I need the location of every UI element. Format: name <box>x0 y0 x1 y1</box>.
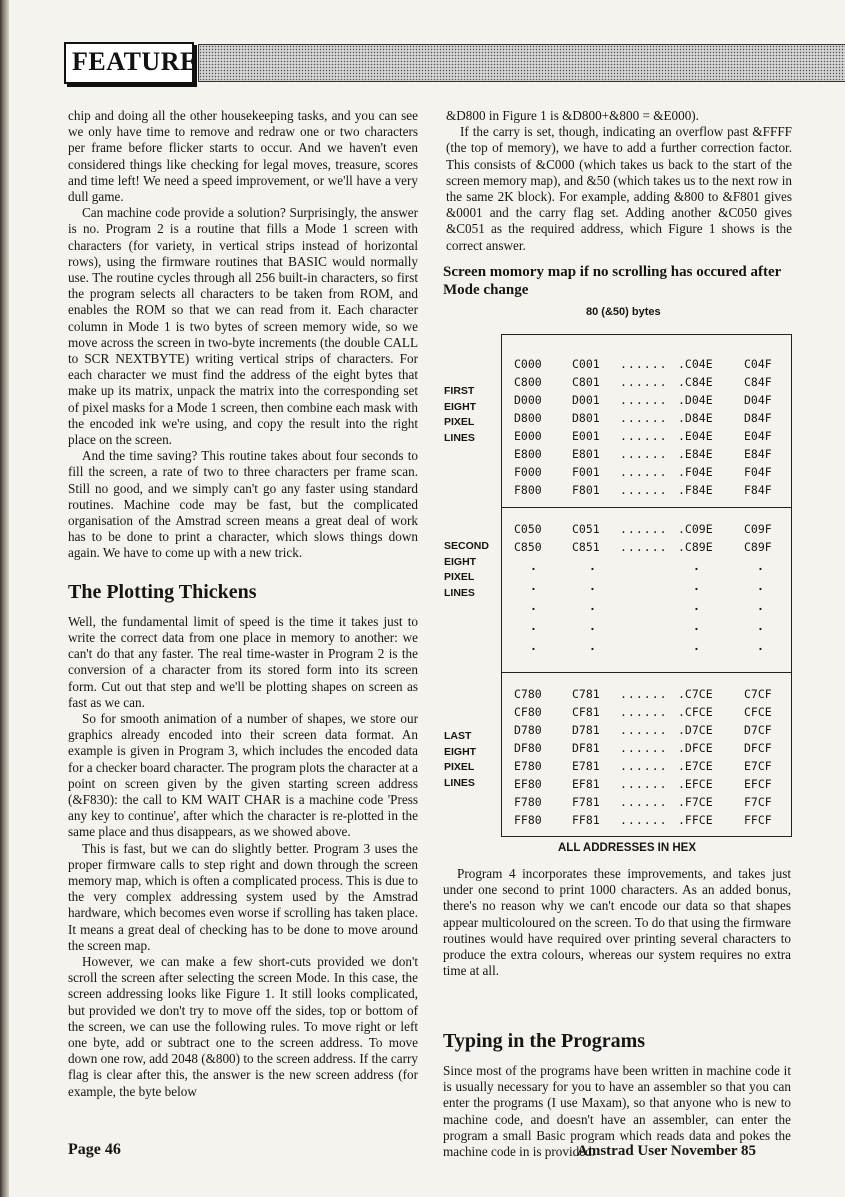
address-cell: ...... <box>620 795 668 809</box>
address-cell: .E04E <box>678 429 713 443</box>
memory-row <box>502 795 791 812</box>
address-cell: D781 <box>572 723 600 737</box>
address-cell: E84F <box>744 447 772 461</box>
group-label-line: PIXEL <box>444 761 475 773</box>
memory-row <box>502 540 791 557</box>
address-cell: .C7CE <box>678 687 713 701</box>
address-cell: D801 <box>572 411 600 425</box>
continuation-dots: · · · · <box>530 562 764 576</box>
address-cell: ...... <box>620 393 668 407</box>
address-cell: .D04E <box>678 393 713 407</box>
memory-row <box>502 687 791 704</box>
address-cell: DF80 <box>514 741 542 755</box>
memory-section-second <box>502 508 791 673</box>
address-cell: ...... <box>620 522 668 536</box>
address-cell: C850 <box>514 540 542 554</box>
address-cell: .DFCE <box>678 741 713 755</box>
address-cell: ...... <box>620 723 668 737</box>
paragraph: &D800 in Figure 1 is &D800+&800 = &E000). <box>446 108 699 123</box>
address-cell: F781 <box>572 795 600 809</box>
address-cell: D04F <box>744 393 772 407</box>
address-cell: .CFCE <box>678 705 713 719</box>
section-header <box>64 42 845 84</box>
group-label-line: FIRST <box>444 385 475 397</box>
memory-map-table <box>501 334 792 837</box>
address-cell: .D84E <box>678 411 713 425</box>
paragraph: So for smooth animation of a number of shapes, we store our graphics already encoded into their screen data format. An example is given in Program 3, which includes the encoded data for a checker board character. The program plots the character at a point on screen given by the given starting screen address (&F830): the call to KM WAIT CHAR is a machine code 'Press any key to continue', after which the character is re-plotted in the same place and thus disappears, as we showed above. <box>68 710 418 840</box>
address-cell: FFCF <box>744 813 772 827</box>
group-label-line: PIXEL <box>444 416 475 428</box>
address-cell: D84F <box>744 411 772 425</box>
address-cell: FF80 <box>514 813 542 827</box>
address-cell: C781 <box>572 687 600 701</box>
address-cell: C04F <box>744 357 772 371</box>
group-label-line: SECOND <box>444 540 489 552</box>
address-cell: C89F <box>744 540 772 554</box>
left-column <box>68 108 418 1100</box>
address-cell: E801 <box>572 447 600 461</box>
continuation-dots: · · · · <box>530 642 764 656</box>
paragraph: Program 4 incorporates these improvements, and takes just under one second to print 1000 characters. As an added bonus, there's no reason why we can't encode our data so that shapes appear multicoloured on the screen. To do that using the firmware routines would have required over printing several characters to produce the extra colours, whereas our system requires no extra time at all. <box>443 866 791 979</box>
address-cell: .C04E <box>678 357 713 371</box>
address-cell: ...... <box>620 741 668 755</box>
address-cell: C09F <box>744 522 772 536</box>
address-cell: E001 <box>572 429 600 443</box>
address-cell: ...... <box>620 375 668 389</box>
address-cell: EF81 <box>572 777 600 791</box>
binding-edge <box>0 0 9 1197</box>
memory-section-last <box>502 673 791 836</box>
memory-row <box>502 813 791 830</box>
continuation-dots: · · · · <box>530 582 764 596</box>
address-cell: C851 <box>572 540 600 554</box>
address-cell: C000 <box>514 357 542 371</box>
address-cell: D800 <box>514 411 542 425</box>
address-cell: .E84E <box>678 447 713 461</box>
address-cell: .F04E <box>678 465 713 479</box>
address-cell: ...... <box>620 483 668 497</box>
memory-row <box>502 447 791 464</box>
address-cell: .C89E <box>678 540 713 554</box>
address-cell: C780 <box>514 687 542 701</box>
address-cell: F001 <box>572 465 600 479</box>
address-cell: E000 <box>514 429 542 443</box>
address-cell: F780 <box>514 795 542 809</box>
paragraph: Since most of the programs have been written in machine code it is usually necessary for you to have an assembler so that you can enter the programs (I use Maxam), so that anyone who is new to machine code, and doesn't have an assembler, can enter the program a small Basic program which reads data and pokes the machine code in is provided. <box>443 1063 791 1160</box>
feature-label: FEATURE <box>72 47 198 76</box>
address-cell: ...... <box>620 759 668 773</box>
memory-section-first <box>502 335 791 508</box>
address-cell: .EFCE <box>678 777 713 791</box>
address-cell: ...... <box>620 540 668 554</box>
address-cell: D000 <box>514 393 542 407</box>
continuation-dots: · · · · <box>530 622 764 636</box>
address-cell: D7CF <box>744 723 772 737</box>
group-label-line: LINES <box>444 776 475 789</box>
paragraph: chip and doing all the other housekeeping tasks, and you can see we only have time to remove and redraw one or two characters per frame before flicker starts to occur. And we haven't even considered things like checking for legal moves, treasure, scores and time left! We need a speed improvement, or we'll have a very dull game. <box>68 108 418 205</box>
header-tint-bar <box>198 44 845 82</box>
figure-footer: ALL ADDRESSES IN HEX <box>558 842 697 854</box>
memory-row <box>502 759 791 776</box>
address-cell: EF80 <box>514 777 542 791</box>
address-cell: DF81 <box>572 741 600 755</box>
address-cell: ...... <box>620 777 668 791</box>
paragraph: If the carry is set, though, indicating an overflow past &FFFF (the top of memory), we have to add a further correction factor. This consists of &C000 (which takes us back to the start of the screen memory map), and &50 (which takes us to the next row in the same 2K block). For example, adding &800 to &F801 gives &0001 and the carry flag set. Adding another &C050 gives &C051 as the required address, which Figure 1 shows is the correct answer. <box>446 124 792 253</box>
figure-bytes-label: 80 (&50) bytes <box>586 306 661 318</box>
group-label-line: LAST <box>444 730 472 742</box>
page-number: Page 46 <box>68 1141 121 1158</box>
section-heading: The Plotting Thickens <box>68 580 257 603</box>
address-cell: F04F <box>744 465 772 479</box>
address-cell: ...... <box>620 465 668 479</box>
group-label-line: EIGHT <box>444 745 477 758</box>
memory-row <box>502 357 791 374</box>
typing-section <box>443 1029 791 1160</box>
address-cell: C801 <box>572 375 600 389</box>
group-label-last <box>444 729 476 791</box>
memory-row <box>502 522 791 539</box>
address-cell: DFCF <box>744 741 772 755</box>
address-cell: F84F <box>744 483 772 497</box>
paragraph: And the time saving? This routine takes about four seconds to fill the screen, a rate of two to three characters per frame scan. Still no good, and we simply can't go any faster using standard routines. Machine code may be fast, but the complicated organisation of the Amstrad screen means a great deal of work has to be done to print a character, which slows things down again. We have to come up with a new trick. <box>68 448 418 561</box>
issue-label: Amstrad User November 85 <box>577 1143 756 1159</box>
address-cell: C800 <box>514 375 542 389</box>
right-column-top <box>446 108 792 254</box>
paragraph: This is fast, but we can do slightly better. Program 3 uses the proper firmware calls to step right and down through the screen memory map, which is often a complicated process. This is due to the very complex addressing system used by the Amstrad hardware, which becomes even worse if scrolling has taken place. It means a great deal of checking has to be done to move around the screen map. <box>68 840 418 953</box>
address-cell: ...... <box>620 687 668 701</box>
address-cell: .F84E <box>678 483 713 497</box>
section-heading: Typing in the Programs <box>443 1030 646 1052</box>
address-cell: .C84E <box>678 375 713 389</box>
memory-row <box>502 375 791 392</box>
memory-row <box>502 429 791 446</box>
address-cell: ...... <box>620 813 668 827</box>
group-label-line: LINES <box>444 431 475 444</box>
right-column-bottom <box>443 866 791 979</box>
group-label-line: LINES <box>444 586 475 599</box>
address-cell: ...... <box>620 429 668 443</box>
address-cell: .FFCE <box>678 813 713 827</box>
address-cell: ...... <box>620 411 668 425</box>
address-cell: ...... <box>620 357 668 371</box>
address-cell: F000 <box>514 465 542 479</box>
address-cell: E781 <box>572 759 600 773</box>
feature-label-box <box>64 42 198 84</box>
address-cell: .E7CE <box>678 759 713 773</box>
memory-row <box>502 483 791 500</box>
memory-row <box>502 465 791 482</box>
address-cell: C050 <box>514 522 542 536</box>
paragraph: Can machine code provide a solution? Surprisingly, the answer is no. Program 2 is a routine that fills a Mode 1 screen with characters (for variety, in vertical strips instead of horizontal rows), using the firmware routines that BASIC would normally use. The routine cycles through all 256 built-in characters, so first the program selects all characters to be taken from ROM, and enables the ROM so that we can read from it. Each character column in Mode 1 is two bytes of screen memory wide, so we move across the screen in two-byte increments (the double CALL to SCR NEXTBYTE) writing vertical strips of characters. For each character we must find the address of the eight bytes that make up its matrix, unpack the matrix into the corresponding set of pixel masks for a Mode 1 screen, then combine each mask with the encoded ink we're using, and copy the result into the right place on the screen. <box>68 205 418 448</box>
figure-title: Screen momory map if no scrolling has occured after Mode change <box>443 264 782 298</box>
continuation-dots: · · · · <box>530 602 764 616</box>
address-cell: C7CF <box>744 687 772 701</box>
memory-row <box>502 705 791 722</box>
address-cell: F800 <box>514 483 542 497</box>
address-cell: D001 <box>572 393 600 407</box>
address-cell: FF81 <box>572 813 600 827</box>
group-label-line: EIGHT <box>444 555 477 568</box>
address-cell: .F7CE <box>678 795 713 809</box>
address-cell: .D7CE <box>678 723 713 737</box>
address-cell: E800 <box>514 447 542 461</box>
address-cell: F801 <box>572 483 600 497</box>
address-cell: C84F <box>744 375 772 389</box>
address-cell: CF80 <box>514 705 542 719</box>
memory-row <box>502 411 791 428</box>
address-cell: CF81 <box>572 705 600 719</box>
address-cell: C001 <box>572 357 600 371</box>
group-label-second <box>444 539 489 601</box>
group-label-line: PIXEL <box>444 571 475 583</box>
address-cell: CFCE <box>744 705 772 719</box>
address-cell: C051 <box>572 522 600 536</box>
address-cell: EFCF <box>744 777 772 791</box>
address-cell: E780 <box>514 759 542 773</box>
memory-row <box>502 723 791 740</box>
address-cell: E7CF <box>744 759 772 773</box>
group-label-line: EIGHT <box>444 400 477 413</box>
address-cell: F7CF <box>744 795 772 809</box>
memory-row <box>502 741 791 758</box>
address-cell: ...... <box>620 447 668 461</box>
memory-row <box>502 393 791 410</box>
memory-row <box>502 777 791 794</box>
address-cell: D780 <box>514 723 542 737</box>
address-cell: .C09E <box>678 522 713 536</box>
paragraph: Well, the fundamental limit of speed is the time it takes just to write the correct data from one place in memory to another: we can't do that any faster. The real time-waster in Program 2 is the conversion of a character from its stored form into its screen form. Cut out that step and we'll be plotting shapes on screen as fast as we can. <box>68 613 418 710</box>
paragraph: However, we can make a few short-cuts provided we don't scroll the screen after selecting the screen Mode. In this case, the screen addressing looks like Figure 1. It still looks complicated, but provided we don't try to move off the sides, top or bottom of the screen, we can use the following rules. To move right or left one byte, add or subtract one to the screen address. To move down one row, add 2048 (&800) to the screen address. If the carry flag is clear after this, the answer is the new screen address (for example, the byte below <box>68 953 418 1099</box>
group-label-first <box>444 384 476 446</box>
address-cell: ...... <box>620 705 668 719</box>
address-cell: E04F <box>744 429 772 443</box>
